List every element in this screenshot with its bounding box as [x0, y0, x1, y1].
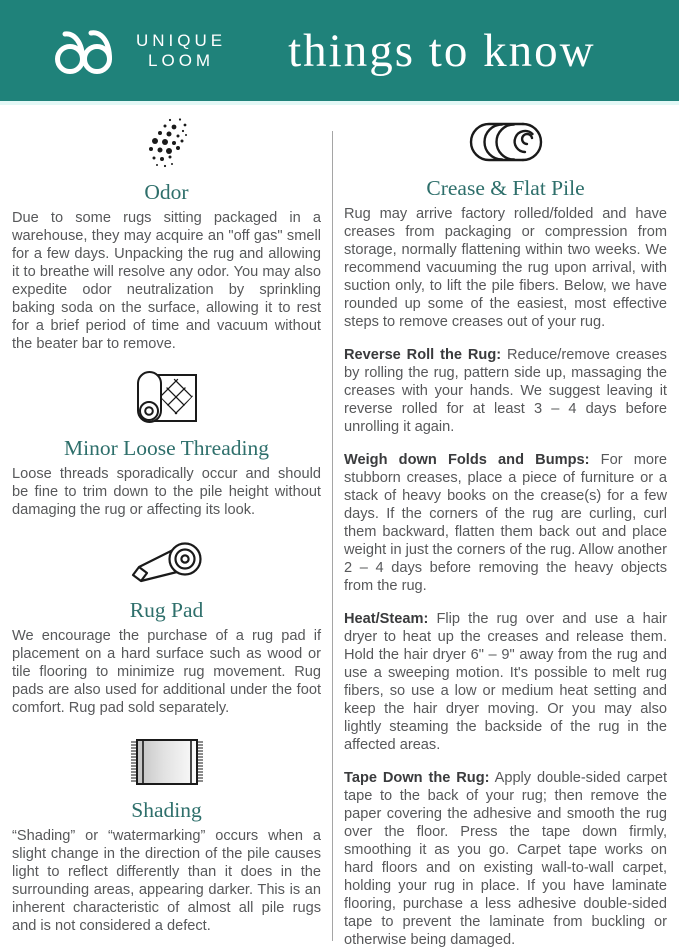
tip-weigh-down — [344, 451, 667, 595]
section-rug-pad — [12, 537, 321, 717]
tip-label-heat-steam: Heat/Steam: — [344, 611, 429, 627]
left-column — [12, 105, 321, 949]
tip-body-reverse-roll: Reduce/remove creases by rolling the rug, pattern side up, massaging the creases with your hands. We suggest leaving it reverse rolled for at least 3 – 4 days before unrolling it again. — [344, 347, 667, 435]
header-banner — [0, 0, 679, 105]
section-shading — [12, 737, 321, 935]
tip-body-heat-steam: Flip the rug over and use a hair dryer to heat up the creases and release them. Hold the hair dryer 6" – 9" away from the rug and use a sweeping motion. It's possible to melt rug fibers, so use a low or medium heat setting and keep the hair dryer moving. Or you may also lightly steaming the backside of the rug in the affected areas. — [344, 611, 668, 753]
tip-label-reverse-roll: Reverse Roll the Rug: — [344, 347, 502, 363]
section-heading-threading: Minor Loose Threading — [63, 436, 269, 460]
brand-name-line2: LOOM — [148, 50, 215, 70]
section-body-crease: Rug may arrive factory rolled/folded and have creases from packaging or compression from storage, normally flattening within two weeks. We recommend vacuuming the rug upon arrival, with suction only, to lift the pile fibers. Below, we have rounded up some of the easiest, most effective steps to remove creases out of your rug. — [344, 206, 667, 330]
tip-body-tape-down: Apply double-sided carpet tape to the back of your rug; then remove the paper covering the adhesive and smooth the rug over the floor. Press the tape down firmly, smoothing it as you go. Carpet tape works on hard floors and on existing wall-to-wall carpet, holding your rug in place. If you have laminate flooring, purchase a less adhesive double-sided tape to prevent the laminate from buckling or otherwise being damaged. — [344, 770, 668, 948]
unique-loom-logo-icon — [52, 25, 124, 77]
rolled-rug-end-icon — [465, 119, 547, 167]
tip-body-weigh-down: For more stubborn creases, place a piece of furniture or a stack of heavy books on the crease(s) for a few days. If the corners of the rug are curling, curl them backward, flatten them back out and place weight in just the corners of the rug. Allow another 2 – 4 days before removing the heavy objects from the rug. — [344, 452, 667, 594]
section-minor-loose-threading — [12, 369, 321, 519]
brand-name-line1: UNIQUE — [136, 31, 227, 51]
section-crease-flat-pile — [344, 119, 667, 331]
section-heading-crease: Crease & Flat Pile — [426, 176, 585, 200]
column-divider — [332, 131, 333, 941]
tip-reverse-roll — [344, 346, 667, 436]
section-heading-shading: Shading — [131, 798, 202, 822]
tip-heat-steam — [344, 610, 667, 754]
right-column — [344, 105, 667, 949]
section-heading-odor: Odor — [144, 180, 189, 204]
section-odor — [12, 117, 321, 353]
shaded-rug-icon — [128, 737, 206, 789]
section-body-shading: “Shading” or “watermarking” occurs when a slight change in the direction of the pile causes light to reflect differently than it does in the surrounding areas, appearing darker. This is an inherent characteristic of almost all pile rugs and is not considered a defect. — [12, 828, 321, 934]
brand-name — [136, 31, 226, 69]
section-body-odor: Due to some rugs sitting packaged in a warehouse, they may acquire an "off gas" smell for a few days. Unpacking the rug and allowing it to breathe will resolve any odor. You may also expedite odor neutralization by sprinkling baking soda on the surface, allowing it to rest for a brief period of time and vacuum without the beater bar to remove. — [12, 210, 321, 352]
tip-label-weigh-down: Weigh down Folds and Bumps: — [344, 452, 590, 468]
rug-roll-icon — [127, 537, 207, 589]
section-heading-rugpad: Rug Pad — [129, 598, 204, 622]
section-body-rugpad: We encourage the purchase of a rug pad if placement on a hard surface such as wood or tile flooring to minimize rug movement. Rug pads are also used for additional under the foot comfort. Rug pad sold separately. — [12, 628, 321, 716]
tip-label-tape-down: Tape Down the Rug: — [344, 770, 490, 786]
odor-dots-icon — [139, 117, 195, 171]
tip-tape-down — [344, 769, 667, 949]
page-title: things to know — [288, 24, 596, 77]
brand-logo — [52, 25, 226, 77]
section-body-threading: Loose threads sporadically occur and should be fine to trim down to the pile height without damaging the rug or affecting its look. — [12, 466, 321, 518]
content-columns — [0, 105, 679, 949]
rolled-rug-threads-icon — [130, 369, 204, 427]
